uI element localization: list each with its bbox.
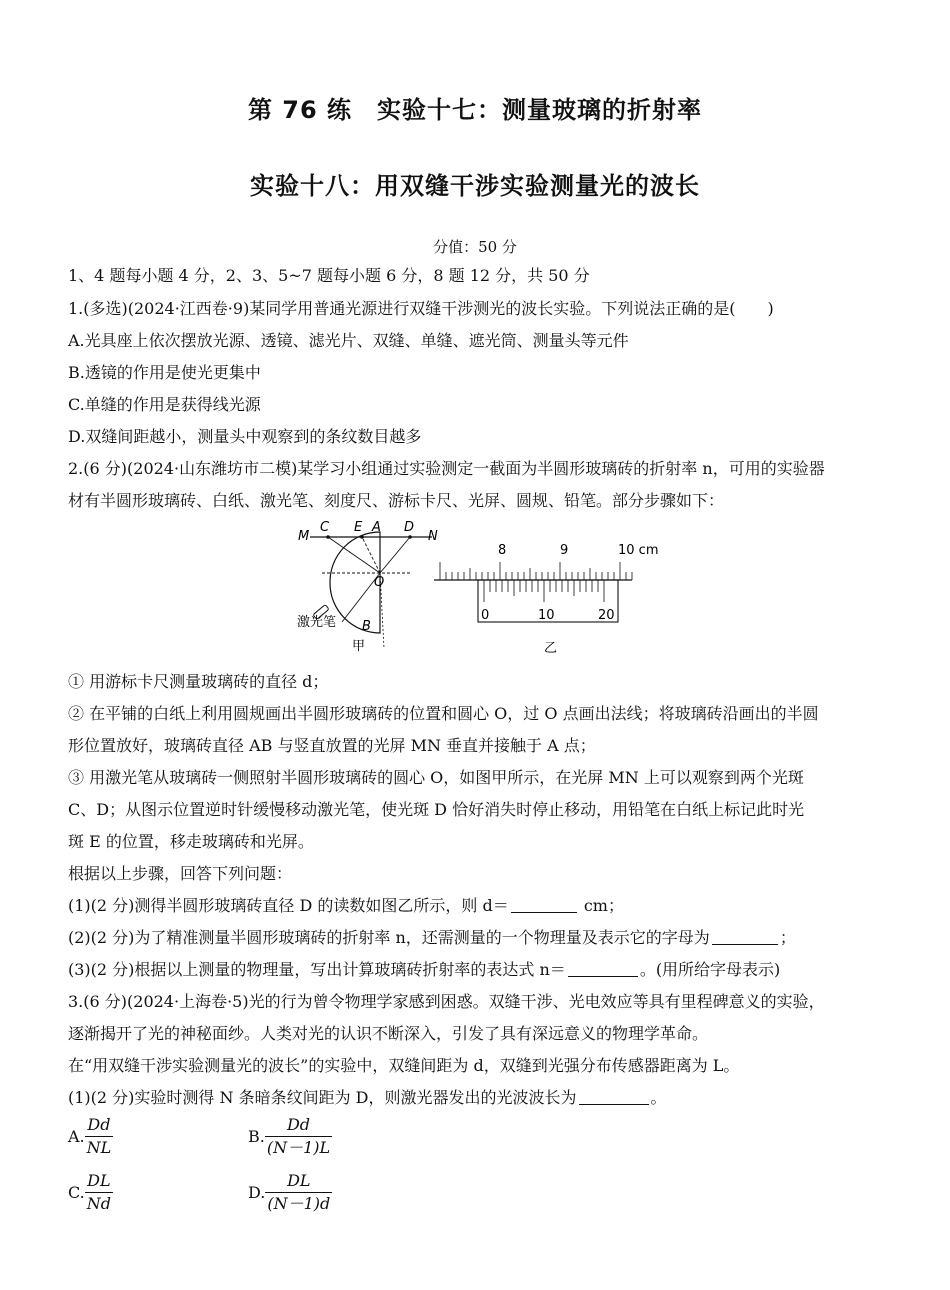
q3-option-c: C. $\frac{DL}{Nd}$ [68,1171,112,1213]
answer-blank[interactable] [579,1088,649,1105]
q3-option-d: D. $\frac{DL}{(N-1)d}$ [248,1171,331,1213]
page-title: 第 76 练 实验十七：测量玻璃的折射率 [247,96,703,124]
q2-step3-line3: 斑 E 的位置，移走玻璃砖和光屏。 [68,832,314,851]
figure-a-refraction [297,520,438,654]
q1-option-a: A.光具座上依次摆放光源、透镜、滤光片、双缝、单缝、遮光筒、测量头等元件 [68,331,629,350]
q2-sub2-end: ； [779,928,796,947]
figure-b-caption: 乙 [544,641,558,656]
scoring-rule: 1、4 题每小题 4 分，2、3、5~7 题每小题 6 分，8 题 12 分，共 50 分 [68,266,590,285]
q3-sub1 [68,1087,667,1109]
q2-step1: ① 用游标卡尺测量玻璃砖的直径 d； [68,672,329,691]
q3-stem-line3: 在“用双缝干涉实验测量光的波长”的实验中，双缝间距为 d，双缝到光强分布传感器距离为 L。 [68,1056,740,1075]
label-m: M [298,529,310,544]
experiment-figure [292,518,672,658]
vernier-tick-20: 20 [598,608,615,623]
q2-step2-line2: 形位置放好，玻璃砖直径 AB 与竖直放置的光屏 MN 垂直并接触于 A 点； [68,736,596,755]
label-e: E [354,520,363,535]
score-line: 分值：50 分 [433,238,517,256]
q3-stem-line2: 逐渐揭开了光的神秘面纱。人类对光的认识不断深入，引发了具有深远意义的物理学革命。 [68,1024,709,1043]
q3-sub1-text: (1)(2 分)实验时测得 N 条暗条纹间距为 D，则激光器发出的光波波长为 [68,1088,577,1107]
q2-step3-line2: C、D；从图示位置逆时针缓慢移动激光笔，使光斑 D 恰好消失时停止移动，用铅笔在白纸上标记此时光 [68,800,805,819]
q2-sub3 [68,959,780,981]
answer-blank[interactable] [511,896,577,913]
q2-stem-line2: 材有半圆形玻璃砖、白纸、激光笔、刻度尺、游标卡尺、光屏、圆规、铅笔。部分步骤如下： [68,491,725,510]
q2-sub1-text: (1)(2 分)测得半圆形玻璃砖直径 D 的读数如图乙所示，则 d＝ [68,896,509,915]
q2-sub3-end: 。(用所给字母表示) [639,960,781,979]
q2-intro: 根据以上步骤，回答下列问题： [68,864,293,883]
q3-sub1-end: 。 [650,1088,667,1107]
answer-blank[interactable] [568,960,638,977]
main-tick-10cm: 10 cm [618,543,659,558]
q3-option-b: B. $\frac{Dd}{(N-1)L}$ [248,1115,331,1157]
main-tick-9: 9 [560,543,569,558]
q1-option-d: D.双缝间距越小，测量头中观察到的条纹数目越多 [68,427,422,446]
q2-step3-line1: ③ 用激光笔从玻璃砖一侧照射半圆形玻璃砖的圆心 O，如图甲所示，在光屏 MN 上可以观察到两个光斑 [68,768,804,787]
label-o: O [374,575,385,590]
q2-sub1-unit: cm； [578,896,624,915]
vernier-tick-0: 0 [481,608,490,623]
q2-step2-line1: ② 在平铺的白纸上利用圆规画出半圆形玻璃砖的位置和圆心 O，过 O 点画出法线；将玻璃砖沿画出的半圆 [68,704,819,723]
label-n: N [428,529,438,544]
main-tick-8: 8 [498,543,507,558]
q1-option-b: B.透镜的作用是使光更集中 [68,363,261,382]
q2-sub2 [68,927,796,949]
figure-a-caption: 甲 [352,639,366,654]
answer-blank[interactable] [712,928,778,945]
q3-option-a: A. $\frac{Dd}{NL}$ [68,1115,112,1157]
figure-b-vernier [434,543,659,656]
vernier-tick-10: 10 [538,608,555,623]
q2-sub3-text: (3)(2 分)根据以上测量的物理量，写出计算玻璃砖折射率的表达式 n＝ [68,960,566,979]
label-b: B [362,619,371,634]
laser-pen-label: 激光笔 [297,615,337,630]
q2-stem-line1: 2.(6 分)(2024·山东潍坊市二模)某学习小组通过实验测定一截面为半圆形玻璃砖的折射率 n，可用的实验器 [68,459,825,478]
label-d: D [404,520,415,535]
label-a: A [372,520,381,535]
q2-sub1 [68,895,624,917]
q3-stem-line1: 3.(6 分)(2024·上海卷·5)光的行为曾令物理学家感到困惑。双缝干涉、光电效应等具有里程碑意义的实验， [68,992,825,1011]
label-c: C [320,520,330,535]
page-subtitle: 实验十八：用双缝干涉实验测量光的波长 [250,172,700,200]
q1-option-c: C.单缝的作用是获得线光源 [68,395,261,414]
q2-sub2-text: (2)(2 分)为了精准测量半圆形玻璃砖的折射率 n，还需测量的一个物理量及表示它的字母为 [68,928,710,947]
q1-stem: 1.(多选)(2024·江西卷·9)某同学用普通光源进行双缝干涉测光的波长实验。下列说法正确的是( ) [68,299,774,318]
